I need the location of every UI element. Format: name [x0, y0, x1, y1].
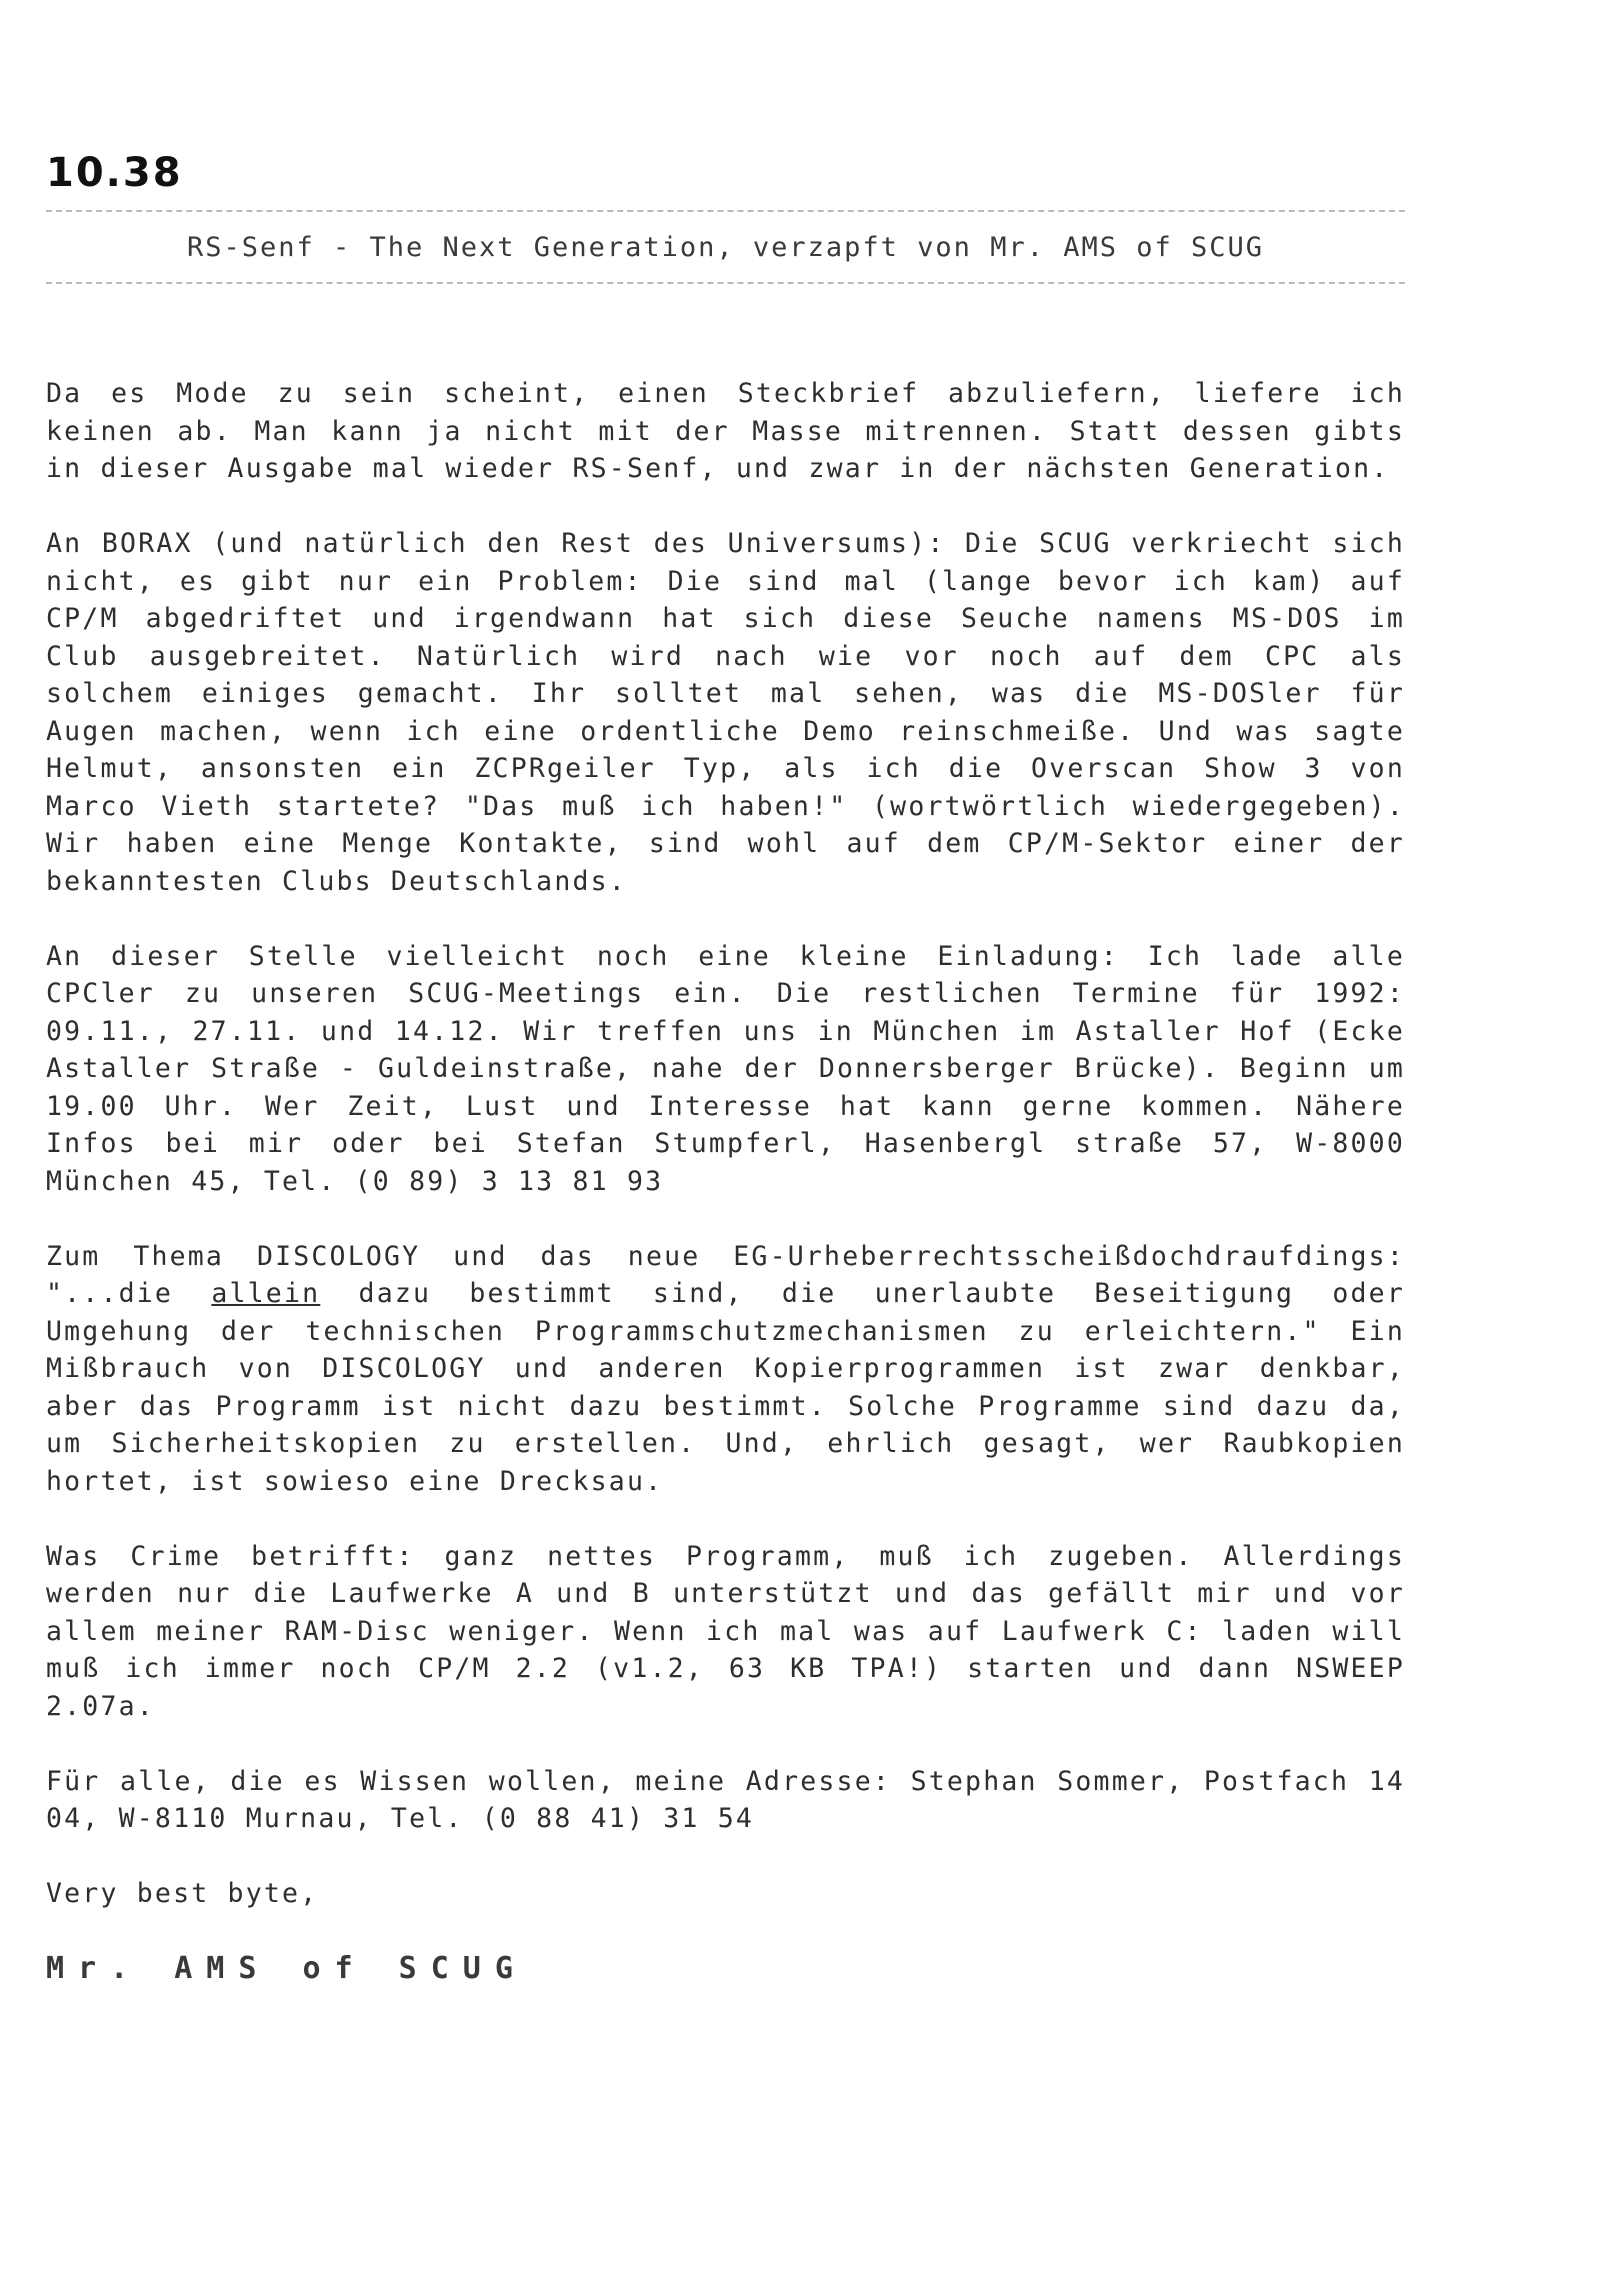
paragraph-address: Für alle, die es Wissen wollen, meine Adresse: Stephan Sommer, Postfach 14 04, W-8110 Murnau, Tel. (0 88 41) 31 54 — [46, 1765, 1405, 1834]
header-rule-top — [46, 210, 1405, 212]
paragraph-intro: Da es Mode zu sein scheint, einen Steckbrief abzuliefern, liefere ich keinen ab. Man kann ja nicht mit der Masse mitrennen. Statt dessen gibts in dieser Ausgabe mal wieder RS-Senf, und zwar in der nächsten Generation. — [46, 378, 1405, 484]
article-body — [46, 375, 1405, 1988]
article-title: RS-Senf - The Next Generation, verzapft von Mr. AMS of SCUG — [186, 232, 1265, 263]
discology-quote-start: "...die — [46, 1278, 212, 1309]
discology-rest: Ein Mißbrauch von DISCOLOGY und anderen Kopierprogrammen ist zwar denkbar, aber das Programm ist nicht dazu bestimmt. Solche Programme sind dazu da, um Sicherheitskopien zu erstellen. Und, ehrlich gesagt, wer Raubkopien hortet, ist sowieso eine Drecksau. — [46, 1315, 1405, 1497]
discology-quote-end: dazu bestimmt sind, die unerlaubte Beseitigung oder Umgehung der technischen Programmschutzmechanismen zu erleichtern." — [46, 1278, 1405, 1347]
closing-line: Very best byte, — [46, 1878, 319, 1909]
paragraph-borax: An BORAX (und natürlich den Rest des Universums): Die SCUG verkriecht sich nicht, es gibt nur ein Problem: Die sind mal (lange bevor ich kam) auf CP/M abgedriftet und irgendwann hat sich diese Seuche namens MS-DOS im Club ausgebreitet. Natürlich wird nach wie vor noch auf dem CPC als solchem einiges gemacht. Ihr solltet mal sehen, was die MS-DOSler für Augen machen, wenn ich eine ordentliche Demo reinschmeiße. Und was sagte Helmut, ansonsten ein ZCPRgeiler Typ, als ich die Overscan Show 3 von Marco Vieth startete? "Das muß ich haben!" (wortwörtlich wiedergegeben). Wir haben eine Menge Kontakte, sind wohl auf dem CP/M-Sektor einer der bekanntesten Clubs Deutschlands. — [46, 528, 1405, 897]
paragraph-invitation: An dieser Stelle vielleicht noch eine kleine Einladung: Ich lade alle CPCler zu unseren SCUG-Meetings ein. Die restlichen Termine für 1992: 09.11., 27.11. und 14.12. Wir treffen uns in München im Astaller Hof (Ecke Astaller Straße - Guldeinstraße, nahe der Donnersberger Brücke). Beginn um 19.00 Uhr. Wer Zeit, Lust und Interesse hat kann gerne kommen. Nähere Infos bei mir oder bei Stefan Stumpferl, Hasenbergl straße 57, W-8000 München 45, Tel. (0 89) 3 13 81 93 — [46, 940, 1405, 1197]
header-rule-bottom — [46, 282, 1405, 284]
paragraph-discology — [46, 1238, 1405, 1501]
page-number: 10.38 — [46, 150, 183, 196]
signature: Mr. AMS of SCUG — [46, 1951, 527, 1986]
paragraph-crime: Was Crime betrifft: ganz nettes Programm, muß ich zugeben. Allerdings werden nur die Laufwerke A und B unterstützt und das gefällt mir und vor allem meiner RAM-Disc weniger. Wenn ich mal was auf Laufwerk C: laden will muß ich immer noch CP/M 2.2 (v1.2, 63 KB TPA!) starten und dann NSWEEP 2.07a. — [46, 1540, 1405, 1722]
discology-quote-emphasis: allein — [211, 1278, 321, 1309]
discology-intro: Zum Thema DISCOLOGY und das neue EG-Urheberrechtsscheißdochdraufdings: — [46, 1240, 1405, 1272]
